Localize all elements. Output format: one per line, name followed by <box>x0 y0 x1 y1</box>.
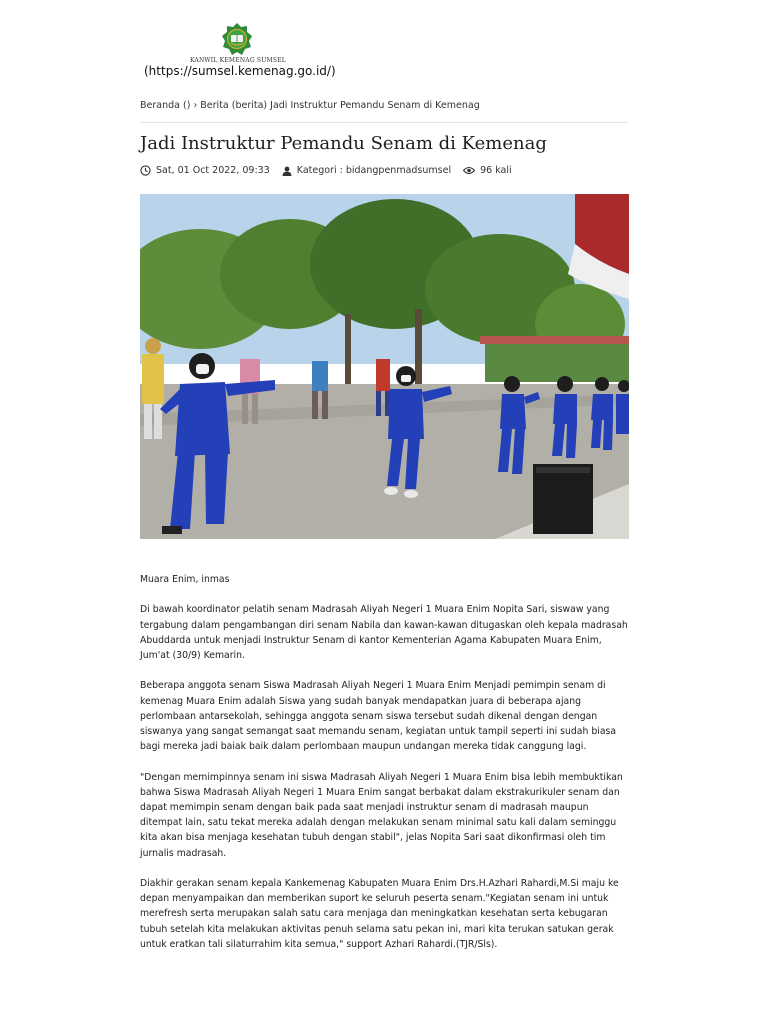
gymnastics-photo <box>140 194 629 539</box>
user-icon <box>282 166 292 176</box>
article-paragraph-5: Diakhir gerakan senam kepala Kankemenag Kabupaten Muara Enim Drs.H.Azhari Rahardi,M.Si maju ke depan menyampaikan dan memberikan suport ke seluruh peserta senam."Kegiatan senam ini untuk merefresh serta merupakan salah satu cara menjaga dan meningkatkan kesehatan serta kebugaran tubuh setelah kita melakukan aktivitas penuh selama satu pekan ini, mari kita terukan satukan gerak untuk eratkan tali silaturrahim kita semua," support Azhari Rahardi.(TJR/Sls). <box>140 878 619 950</box>
meta-date <box>140 165 270 176</box>
breadcrumb <box>140 100 480 111</box>
article-photo <box>140 194 629 539</box>
breadcrumb-separator: › <box>193 100 198 111</box>
meta-date-text: Sat, 01 Oct 2022, 09:33 <box>156 165 270 176</box>
article-paragraph-1: Muara Enim, inmas <box>140 574 230 585</box>
kemenag-logo-icon <box>219 22 255 56</box>
article-body <box>140 572 630 967</box>
logo-caption: KANWIL KEMENAG SUMSEL <box>190 57 286 64</box>
article-paragraph-4: "Dengan memimpinnya senam ini siswa Madrasah Aliyah Negeri 1 Muara Enim bisa lebih membuktikan bahwa Siswa Madrasah Aliyah Negeri 1 Muara Enim sangat berbakat dalam ekstrakurikuler senam dan dapat memimpin senam dengan baik pada saat menjadi instruktur senam di madrasah maupun ditempat lain, satu tekat mereka adalah dengan melakukan senam minimal satu kali dalam seminggu kita akan bisa menjaga kesehatan tubuh dengan stabil", jelas Nopita Sari saat dikonfirmasi oleh tim jurnalis madrasah. <box>140 771 623 859</box>
page-title: Jadi Instruktur Pemandu Senam di Kemenag <box>140 133 547 154</box>
meta-views-text: 96 kali <box>480 165 512 176</box>
meta-category <box>282 165 451 176</box>
meta-category-text: Kategori : bidangpenmadsumsel <box>296 165 452 176</box>
site-logo[interactable] <box>190 22 284 64</box>
breadcrumb-home-link[interactable]: Beranda () <box>140 100 191 111</box>
eye-icon <box>463 166 475 175</box>
site-url-link[interactable]: (https://sumsel.kemenag.go.id/) <box>144 64 336 78</box>
article-meta <box>140 165 524 176</box>
meta-views <box>463 165 512 176</box>
breadcrumb-current-link[interactable]: Berita (berita) Jadi Instruktur Pemandu Senam di Kemenag <box>200 100 480 111</box>
article-paragraph-2: Di bawah koordinator pelatih senam Madrasah Aliyah Negeri 1 Muara Enim Nopita Sari, siswaw yang tergabung dalam pengambangan diri senam Nabila dan kawan-kawan ditugaskan oleh kepala madrasah Abuddarda untuk menjadi Instruktur Senam di kantor Kementerian Agama Kabupaten Muara Enim, Jum'at (30/9) Kemarin. <box>140 604 628 661</box>
header-divider <box>140 122 628 123</box>
clock-icon <box>140 165 151 176</box>
article-paragraph-3: Beberapa anggota senam Siswa Madrasah Aliyah Negeri 1 Muara Enim Menjadi pemimpin senam di kemenag Muara Enim adalah Siswa yang sudah banyak mendapatkan juara di beberapa ajang perlombaan antarsekolah, sehingga anggota senam siswa tersebut sudah dikenal dengan dengan siswanya yang sangat semangat saat memandu senam, kegiatan untuk tampil seperti ini sudah biasa bagi mereka jadi baiak baik dalam perlombaan maupun undangan mereka tidak canggung lagi. <box>140 680 617 753</box>
